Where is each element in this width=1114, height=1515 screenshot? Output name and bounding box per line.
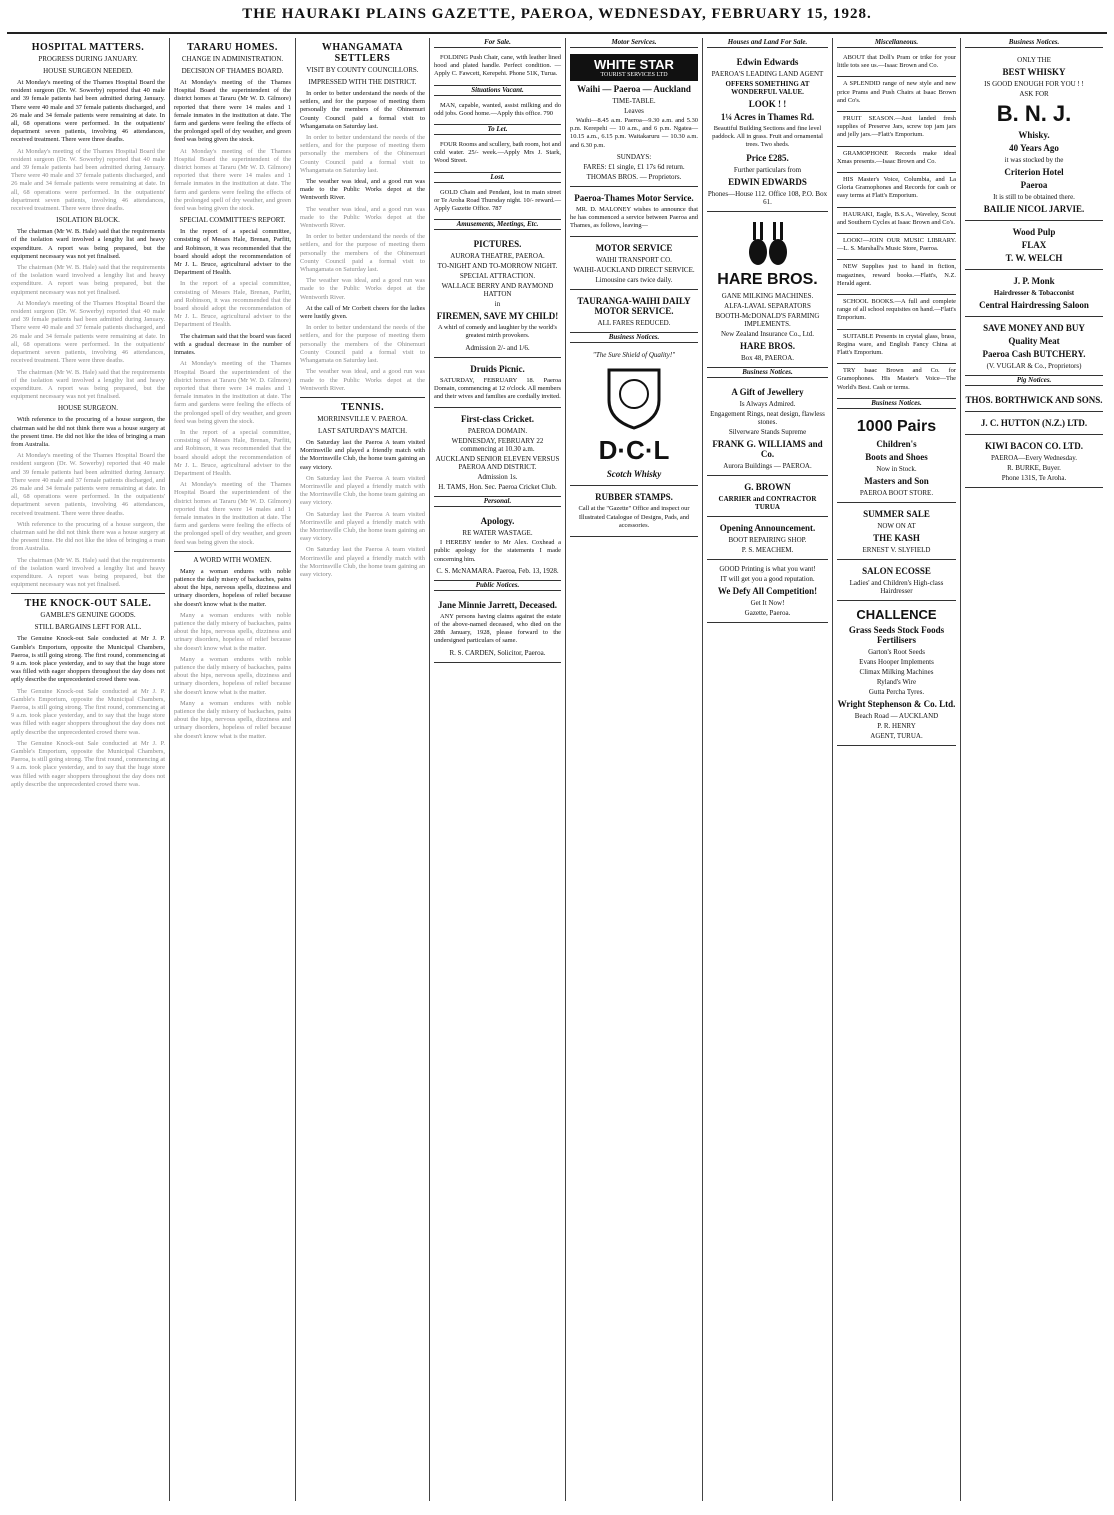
article-paragraph: In order to better understand the needs of the settlers, and for the purpose of meeting them personally the members of the Ohinemuri County Council paid a formal visit to Whangamata on Saturday last. xyxy=(300,134,425,174)
section-label: Business Notices. xyxy=(707,368,828,378)
white-star-logo: WHITE STAR xyxy=(594,57,674,72)
misc-ad: NEW Supplies just to hand in fiction, magazines, reward books.—Flatt's, N.Z. Herald agent. xyxy=(837,260,956,295)
wright-stephenson-ad: CHALLENCE Grass Seeds Stock Foods Fertilisers Garton's Root Seeds Evans Hooper Implements Climax Milking Machines Ryland's Wire Gutta Percha Tyres. Wright Stephenson & Co. Ltd. Beach Road — AUCKLAND P. R. HENRY AGENT, TURUA. xyxy=(837,601,956,746)
article-paragraph: In order to better understand the needs of the settlers, and for the purpose of meeting them personally the members of the Ohinemuri County Council paid a formal visit to Whangamata on Saturday last. xyxy=(300,324,425,365)
article-subtitle: CHANGE IN ADMINISTRATION. xyxy=(181,55,284,63)
article-paragraph: Many a woman endures with noble patience the daily misery of backaches, pains about the hips, nervous spells, dizziness and urinary disorders, hopeless of relief because she doesn't know what is the matter. xyxy=(174,611,291,652)
hare-icon xyxy=(738,218,798,268)
article-title: WHANGAMATA SETTLERS xyxy=(321,42,404,64)
article-paragraph: Many a woman endures with noble patience the daily misery of backaches, pains about the hips, nervous spells, dizziness and urinary disorders, hopeless of relief because she doesn't know what is the matter. xyxy=(174,699,291,740)
article-paragraph: At Monday's meeting of the Thames Hospital Board the superintendent of the district homes at Tararu (Mr W. D. Gilmore) reported that there were 14 males and 1 female inmates in the institution at date. The farm and gardens were feeling the effects of the prolonged spell of dry weather, and green feed was being given the stock. xyxy=(174,360,291,425)
article-paragraph: The weather was ideal, and a good run was made to the Public Works depot at the Wentworth River. xyxy=(300,277,425,301)
newspaper-page xyxy=(7,6,1107,1501)
article-paragraph: With reference to the procuring of a house surgeon, the chairman said he did not think there was a house surgery at the present time. He did not like the idea of bringing a man from Australia. xyxy=(11,520,165,553)
article-paragraph: With reference to the procuring of a house surgeon, the chairman said he did not think there was a house surgery at the present time. He did not like the idea of bringing a man from Australia. xyxy=(11,416,165,448)
article-paragraph: At Monday's meeting of the Thames Hospital Board the resident surgeon (Dr. W. Sowerby) reported that 40 male and 39 female patients had been admitted during January. There were 40 male and 37 female patients discharged, and 26 male and 34 female patients were remaining at date. In all, 68 operations were performed. In the outpatients' department seven patients, involving 46 attendances, received treatment. There were three deaths. xyxy=(11,147,165,213)
misc-ad: HAURAKI, Eagle, B.S.A., Waveley, Scout and Southern Cycles at Isaac Brown and Co's. xyxy=(837,208,956,234)
druids-picnic-ad: Druids Picnic. SATURDAY, FEBRUARY 18. Paeroa Domain, commencing at 12 o'clock. All members and their wives and families are cordially invited. xyxy=(434,358,561,409)
waihi-transport-ad: MOTOR SERVICE WAIHI TRANSPORT CO. WAIHI-AUCKLAND DIRECT SERVICE. Limousine cars twice daily. xyxy=(570,237,698,290)
classified-ad: GOLD Chain and Pendant, lost in main street or Te Aroha Road Thursday night. 10/- reward.—Apply Gazette Office. 787 xyxy=(434,186,561,221)
section-label: Amusements, Meetings, Etc. xyxy=(434,220,561,230)
article-paragraph: On Saturday last the Paeroa A team visited Morrinsville and played a friendly match with the Morrinsville Club, the home team gaining an easy victory. xyxy=(300,546,425,578)
section-label: Public Notices. xyxy=(434,581,561,591)
misc-ad: A SPLENDID range of new style and new price Prams and Push Chairs at Isaac Brown and Co's. xyxy=(837,77,956,112)
article-paragraph: The weather was ideal, and a good run was made to the Public Works depot at the Wentworth River. xyxy=(300,205,425,230)
printing-ad: GOOD Printing is what you want! IT will get you a good reputation. We Defy All Competition! Get It Now! Gazette, Paeroa. xyxy=(707,560,828,623)
section-label: Motor Services. xyxy=(570,38,698,48)
article-paragraph: At Monday's meeting of the Thames Hospital Board the resident surgeon (Dr. W. Sowerby) reported that 40 male and 39 female patients had been admitted during January. There were 40 male and 37 female patients discharged, and 26 male and 34 female patients were remaining at date. In all, 68 operations were performed. In the outpatients' department seven patients, involving 46 attendances, received treatment. There were three deaths. xyxy=(11,79,165,144)
article-paragraph: The Genuine Knock-out Sale conducted at Mr J. P. Gamble's Emporium, opposite the Municipal Chambers, Paeroa, is still going strong. The first round, commencing at 9 a.m. took place yesterday, and to say that the huge store was filled with eager shoppers throughout the day does not aptly describe the unprecedented crowd there was. xyxy=(11,635,165,684)
article-paragraph: The chairman (Mr W. B. Hale) said that the requirements of the isolation ward involved a lengthy list and heavy expenditure. A report was being prepared, but the equipment necessary was not yet finalised. xyxy=(11,228,165,260)
column-business-notices xyxy=(961,38,1107,1501)
article-paragraph: The chairman (Mr W. B. Hale) said that the requirements of the isolation ward involved a lengthy list and heavy expenditure. A report was being prepared, but the equipment necessary was not yet finalised. xyxy=(11,368,165,401)
misc-ad: FRUIT SEASON.—Just landed fresh supplies of Preserve Jars, screw top jam jars and jelly jars.—Flatt's Emporium. xyxy=(837,112,956,147)
masthead: THE HAURAKI PLAINS GAZETTE, PAEROA, WEDNESDAY, FEBRUARY 15, 1928. xyxy=(7,6,1107,34)
article-paragraph: In the report of a special committee, consisting of Messrs Hale, Brenan, Parfitt, and Robinson, it was recommended that the board should adopt the recommendation of Mr J. L. Bruce, agricultural adviser to the Department of Health. xyxy=(174,228,291,277)
article-paragraph: The chairman said that the board was faced with a gradual decrease in the number of inmates. xyxy=(174,332,291,357)
column-tararu xyxy=(170,38,296,1501)
article-paragraph: The weather was ideal, and a good run was made to the Public Works depot at the Wentworth River. xyxy=(300,178,425,202)
article-title: TARARU HOMES. xyxy=(187,42,278,53)
section-heading: IMPRESSED WITH THE DISTRICT. xyxy=(308,78,417,86)
section-label: Business Notices. xyxy=(570,333,698,343)
article-title: HOSPITAL MATTERS. xyxy=(31,42,145,53)
monk-ad: J. P. Monk Hairdresser & Tobacconist Central Hairdressing Saloon xyxy=(965,270,1103,317)
classified-ad: FOUR Rooms and scullery, bath room, hot and cold water. 25/- week.—Apply Mrs J. Stark, Wood Street. xyxy=(434,138,561,173)
section-heading: ISOLATION BLOCK. xyxy=(56,216,120,225)
tauranga-waihi-ad: TAURANGA-WAIHI DAILY MOTOR SERVICE. ALL FARES REDUCED. xyxy=(570,290,698,333)
rubber-stamps-ad: RUBBER STAMPS. Call at the "Gazette" Office and inspect our Illustrated Catalogue of Designs, Pads, and accessories. xyxy=(570,486,698,537)
column-hospital xyxy=(7,38,170,1501)
article-paragraph: At Monday's meeting of the Thames Hospital Board the resident surgeon (Dr. W. Sowerby) reported that 40 male and 39 female patients had been admitted during January. There were 40 male and 37 female patients discharged, and 26 male and 34 female patients were remaining at date. In all, 68 operations were performed. In the outpatients' department seven patients, involving 46 attendances, received treatment. There were three deaths. xyxy=(11,299,165,365)
article-paragraph: Many a woman endures with noble patience the daily misery of backaches, pains about the hips, nervous spells, dizziness and urinary disorders, hopeless of relief because she doesn't know what is the matter. xyxy=(174,655,291,696)
carrier-ad: G. BROWN CARRIER and CONTRACTOR TURUA xyxy=(707,476,828,517)
hare-bros-ad: HARE BROS. GANE MILKING MACHINES. ALFA-LAVAL SEPARATORS BOOTH-McDONALD'S FARMING IMPLEMENTS. New Zealand Insurance Co., Ltd. HARE BROS. Box 48, PAEROA. xyxy=(707,212,828,368)
section-label: Lost. xyxy=(434,173,561,183)
section-label: Situations Vacant. xyxy=(434,86,561,96)
article-subtitle: VISIT BY COUNTY COUNCILLORS. xyxy=(306,66,419,74)
section-heading: SPECIAL COMMITTEE'S REPORT. xyxy=(179,216,286,225)
white-star-ad: WHITE STAR TOURIST SERVICES LTD Waihi — Paeroa — Auckland TIME-TABLE. Leaves Waihi—8.45 a.m. Paeroa—9.30 a.m. and 5.30 p.m. Kerepehi — 10 a.m., and 6 p.m. Ngatea—10.15 a.m., 6.15 p.m. Waitakaruru — 10.30 a.m. and 6.30 p.m. SUNDAYS: FARES: £1 single, £1 17s 6d return. THOMAS BROS. — Proprietors. xyxy=(570,51,698,187)
section-label: Personal. xyxy=(434,497,561,507)
section-label: Business Notices. xyxy=(837,399,956,409)
article-paragraph: In the report of a special committee, consisting of Messrs Hale, Brenan, Parfitt, and Robinson, it was recommended that the board should adopt the recommendation of Mr J. L. Bruce, agricultural adviser to the Department of Health. xyxy=(174,428,291,477)
kiwi-bacon-ad: KIWI BACON CO. LTD. PAEROA—Every Wednesday. R. BURKE, Buyer. Phone 131S, Te Aroha. xyxy=(965,435,1103,488)
misc-ad: TRY Isaac Brown and Co. for Gramophones. His Master's Voice—The World's Best. Cash or terms. xyxy=(837,364,956,399)
bnj-whisky-ad: ONLY THE BEST WHISKY IS GOOD ENOUGH FOR YOU ! ! ASK FOR B. N. J. Whisky. 40 Years Ago it was stocked by the Criterion Hotel Paeroa It is still to be obtained there. BAILIE NICOL JARVIE. xyxy=(965,51,1103,221)
jewellery-ad: A Gift of Jewellery Is Always Admired. Engagement Rings, neat design, flawless stones. Silverware Stands Supreme FRANK G. WILLIAMS and Co. Aurora Buildings — PAEROA. xyxy=(707,381,828,476)
estate-notice: Jane Minnie Jarrett, Deceased. ANY persons having claims against the estate of the above-named deceased, who died on the 28th January, 1928, please forward to the undersigned particulars of same. R. S. CARDEN, Solicitor, Paeroa. xyxy=(434,594,561,663)
article-subtitle: PROGRESS DURING JANUARY. xyxy=(38,55,138,63)
article-paragraph: On Saturday last the Paeroa A team visited Morrinsville and played a friendly match with the Morrinsville Club, the home team gaining an easy victory. xyxy=(300,474,425,507)
paeroa-thames-ad: Paeroa-Thames Motor Service. MR. D. MALONEY wishes to announce that he has commenced a service between Paeroa and Thames, as follows, leaving— xyxy=(570,187,698,238)
section-label: Miscellaneous. xyxy=(837,38,956,48)
pictures-ad: PICTURES. AURORA THEATRE, PAEROA. TO-NIGHT AND TO-MORROW NIGHT. SPECIAL ATTRACTION. WALLACE BERRY AND RAYMOND HATTON in FIREMEN, SAVE MY CHILD! A whirl of comedy and laughter by the world's greatest mirth provokers. Admission 2/- and 1/6. xyxy=(434,233,561,357)
article-paragraph: The chairman (Mr W. B. Hale) said that the requirements of the isolation ward involved a lengthy list and heavy expenditure. A report was being prepared, but the equipment necessary was not yet finalised. xyxy=(11,264,165,296)
section-label: For Sale. xyxy=(434,38,561,48)
misc-ad: ABOUT that Doll's Pram or trike for your little tots see us.—Isaac Brown and Co. xyxy=(837,51,956,77)
article-subtitle: MORRINSVILLE V. PAEROA. xyxy=(317,414,408,423)
article-paragraph: At the call of Mr Corbett cheers for the ladies were lustily given. xyxy=(300,304,425,321)
apology-ad: Apology. RE WATER WASTAGE. I HEREBY tender to Mr Alex. Coxhead a public apology for the statements I made concerning him. C. S. McNAMARA. Paeroa, Feb. 13, 1928. xyxy=(434,510,561,581)
cricket-ad: First-class Cricket. PAEROA DOMAIN. WEDNESDAY, FEBRUARY 22 commencing at 10.30 a.m. AUCKLAND SENIOR ELEVEN VERSUS PAEROA AND DISTRICT. Admission 1s. H. TAMS, Hon. Sec. Paeroa Cricket Club. xyxy=(434,408,561,497)
classified-ad: FOLDING Push Chair, cane, with leather lined hood and plated handle. Perfect condition. —Apply C. Fawcett, Kerepehi. Phone 51K, Turua. xyxy=(434,51,561,86)
article-paragraph: At Monday's meeting of the Thames Hospital Board the superintendent of the district homes at Tararu (Mr W. D. Gilmore) reported that there were 14 males and 1 female inmates in the institution at date. The farm and gardens were feeling the effects of the prolonged spell of dry weather, and green feed was being given the stock. xyxy=(174,79,291,144)
section-label: Houses and Land For Sale. xyxy=(707,38,828,48)
summer-sale-ad: SUMMER SALE NOW ON AT THE KASH ERNEST V. SLYFIELD xyxy=(837,503,956,560)
edwin-edwards-ad: Edwin Edwards PAEROA'S LEADING LAND AGENT OFFERS SOMETHING AT WONDERFUL VALUE. LOOK ! ! 1¼ Acres in Thames Rd. Beautiful Building Sections and fine level paddock. All in grass. Fruit and ornamental trees. Two sheds. Price £285. Further particulars from EDWIN EDWARDS Phones—House 112. Office 108, P.O. Box 61. xyxy=(707,51,828,212)
section-label: Business Notices. xyxy=(965,38,1103,48)
shield-icon xyxy=(599,362,669,432)
misc-ad: LOOK!—JOIN OUR MUSIC LIBRARY.—L. S. Marshall's Music Store, Paeroa. xyxy=(837,234,956,260)
article-subtitle: STILL BARGAINS LEFT FOR ALL. xyxy=(34,623,142,632)
section-heading: LAST SATURDAY'S MATCH. xyxy=(318,426,407,435)
hutton-ad: J. C. HUTTON (N.Z.) LTD. xyxy=(965,412,1103,435)
article-paragraph: The chairman (Mr W. B. Hale) said that the requirements of the isolation ward involved a lengthy list and heavy expenditure. A report was being prepared, but the equipment necessary was not yet finalised. xyxy=(11,556,165,589)
section-label: Pig Notices. xyxy=(965,376,1103,386)
article-paragraph: At Monday's meeting of the Thames Hospital Board the resident surgeon (Dr. W. Sowerby) reported that 40 male and 39 female patients had been admitted during January. There were 40 male and 37 female patients discharged, and 26 male and 34 female patients were remaining at date. In all, 68 operations were performed. In the outpatients' department seven patients, involving 46 attendances, received treatment. There were three deaths. xyxy=(11,452,165,517)
columns xyxy=(7,38,1107,1501)
salon-ad: SALON ECOSSE Ladies' and Children's High-class Hairdresser xyxy=(837,560,956,601)
boots-shoes-ad: 1000 Pairs Children's Boots and Shoes Now in Stock. Masters and Son PAEROA BOOT STORE. xyxy=(837,412,956,503)
wood-pulp-ad: Wood Pulp FLAX T. W. WELCH xyxy=(965,221,1103,270)
section-heading: A WORD WITH WOMEN. xyxy=(193,555,272,564)
article-subtitle: GAMBLE'S GENUINE GOODS. xyxy=(40,611,136,620)
column-classifieds xyxy=(430,38,566,1501)
article-paragraph: On Saturday last the Paeroa A team visited Morrinsville and played a friendly match with the Morrinsville Club, the home team gaining an easy victory. xyxy=(300,510,425,543)
article-paragraph: On Saturday last the Paeroa A team visited Morrinsville and played a friendly match with the Morrinsville Club, the home team gaining an easy victory. xyxy=(300,438,425,471)
article-paragraph: At Monday's meeting of the Thames Hospital Board the superintendent of the district homes at Tararu (Mr W. D. Gilmore) reported that there were 14 males and 1 female inmates in the institution at date. The farm and gardens were feeling the effects of the prolonged spell of dry weather, and green feed was being given the stock. xyxy=(174,481,291,546)
classified-ad: MAN, capable, wanted, assist milking and do odd jobs. Good home.—Apply this office. 790 xyxy=(434,99,561,125)
article-paragraph: The Genuine Knock-out Sale conducted at Mr J. P. Gamble's Emporium, opposite the Municipal Chambers, Paeroa, is still going strong. The first round, commencing at 9 a.m. took place yesterday, and to say that the huge store was filled with eager shoppers throughout the day does not aptly describe the unprecedented crowd there was. xyxy=(11,739,165,788)
borthwick-ad: THOS. BORTHWICK AND SONS. xyxy=(965,389,1103,412)
misc-ad: SUITABLE Presents in crystal glass, brass, Regina ware, and English Fancy China at Flatt's Emporium. xyxy=(837,330,956,365)
article-paragraph: In order to better understand the needs of the settlers, and for the purpose of meeting them personally the members of the Ohinemuri County Council paid a formal visit to Whangamata on Saturday last. xyxy=(300,90,425,130)
misc-ad: HIS Master's Voice, Columbia, and La Gloria Gramophones and Records for cash or easy terms at Flatt's Emporium. xyxy=(837,173,956,208)
article-paragraph: Many a woman endures with noble patience the daily misery of backaches, pains about the hips, nervous spells, dizziness and urinary disorders, hopeless of relief because she doesn't know what is the matter. xyxy=(174,567,291,608)
article-paragraph: The Genuine Knock-out Sale conducted at Mr J. P. Gamble's Emporium, opposite the Municipal Chambers, Paeroa, is still going strong. The first round, commencing at 9 a.m. took place yesterday, and to say that the huge store was filled with eager shoppers throughout the day does not aptly describe the unprecedented crowd there was. xyxy=(11,687,165,736)
column-whangamata xyxy=(296,38,430,1501)
article-paragraph: In the report of a special committee, consisting of Messrs Hale, Brenan, Parfitt, and Robinson, it was recommended that the board should adopt the recommendation of Mr J. L. Bruce, agricultural adviser to the Department of Health. xyxy=(174,280,291,329)
article-title: THE KNOCK-OUT SALE. xyxy=(24,598,152,610)
butchery-ad: SAVE MONEY AND BUY Quality Meat Paeroa Cash BUTCHERY. (V. VUGLAR & Co., Proprietors) xyxy=(965,317,1103,376)
article-paragraph: In order to better understand the needs of the settlers, and for the purpose of meeting them personally the members of the Ohinemuri County Council paid a formal visit to Whangamata on Saturday last. xyxy=(300,233,425,274)
misc-ad: SCHOOL BOOKS.—A full and complete range of all school requisites on hand.—Flatt's Emporium. xyxy=(837,295,956,330)
column-motor-services xyxy=(566,38,703,1501)
boot-repair-ad: Opening Announcement. BOOT REPAIRING SHOP. P. S. MEACHEM. xyxy=(707,517,828,560)
misc-ad: GRAMOPHONE Records make ideal Xmas presents.—Isaac Brown and Co. xyxy=(837,147,956,173)
section-heading: HOUSE SURGEON NEEDED. xyxy=(43,67,133,75)
section-label: To Let. xyxy=(434,125,561,135)
article-title: TENNIS. xyxy=(340,401,385,413)
article-paragraph: At Monday's meeting of the Thames Hospital Board the superintendent of the district homes at Tararu (Mr W. D. Gilmore) reported that there were 14 males and 1 female inmates in the institution at date. The farm and gardens were feeling the effects of the prolonged spell of dry weather, and green feed was being given the stock. xyxy=(174,147,291,213)
section-heading: DECISION OF THAMES BOARD. xyxy=(181,67,284,75)
article-paragraph: The weather was ideal, and a good run was made to the Public Works depot at the Wentworth River. xyxy=(300,368,425,392)
column-houses-land xyxy=(703,38,833,1501)
dcl-whisky-ad: "The Sure Shield of Quality!" D·C·L Scotch Whisky xyxy=(570,346,698,486)
column-miscellaneous xyxy=(833,38,961,1501)
section-heading: HOUSE SURGEON. xyxy=(58,404,118,413)
